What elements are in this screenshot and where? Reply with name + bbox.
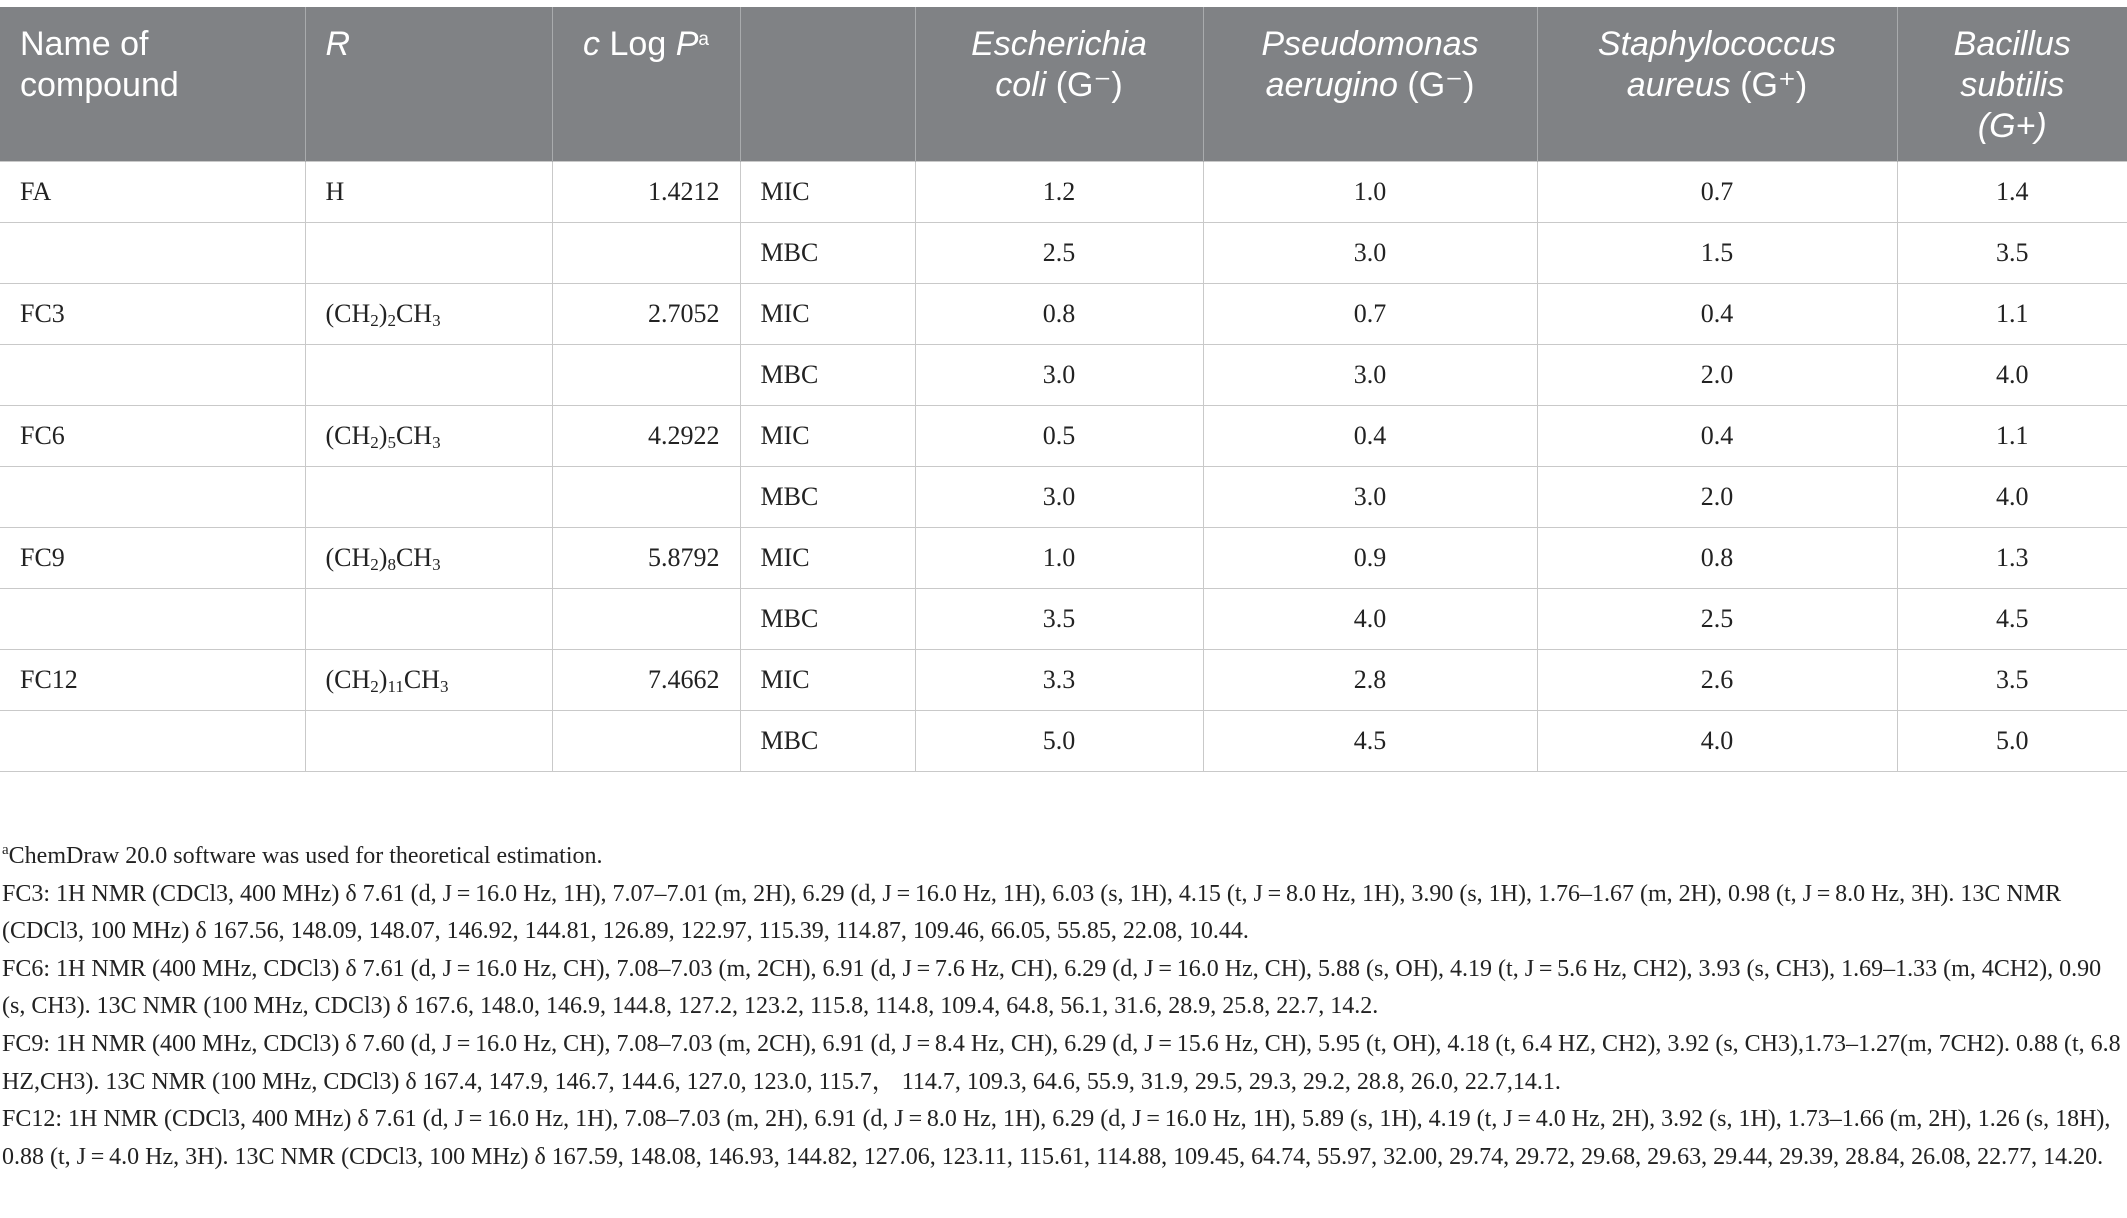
cell-r-group bbox=[305, 528, 552, 589]
header-r-text: R bbox=[325, 25, 351, 63]
header-r bbox=[305, 7, 552, 162]
cell-ecoli: 2.5 bbox=[915, 223, 1203, 284]
cell-clogp: 4.2922 bbox=[552, 406, 740, 467]
header-clogp bbox=[552, 7, 740, 162]
cell-test-type: MBC bbox=[740, 223, 915, 284]
cell-staphylococcus: 1.5 bbox=[1537, 223, 1897, 284]
cell-staphylococcus: 4.0 bbox=[1537, 711, 1897, 772]
table-row bbox=[0, 528, 2127, 589]
header-pseudo-species: aerugino bbox=[1265, 66, 1398, 104]
cell-bacillus: 4.5 bbox=[1897, 589, 2127, 650]
cell-r-group bbox=[305, 711, 552, 772]
note-fc9-nmr: FC9: 1H NMR (400 MHz, CDCl3) δ 7.60 (d, J = 16.0 Hz, CH), 7.08–7.03 (m, 2CH), 6.91 (d, J = 8.4 Hz, CH), 6.29 (d, J = 15.6 Hz, CH), 5.95 (t, OH), 4.18 (t, 6.4 HZ, CH2), 3.92 (s, CH3),1.73–1.27(m, 7CH2). 0.88 (t, 6.8 HZ,CH3). 13C NMR (100 MHz, CDCl3) δ 167.4, 147.9, 146.7, 144.6, 127.0, 123.0, 115.7， 114.7, 109.3, 64.6, 55.9, 31.9, 29.5, 29.3, 29.2, 28.8, 26.0, 22.7,14.1. bbox=[2, 1030, 2121, 1095]
cell-test-type: MBC bbox=[740, 345, 915, 406]
r-group-subscript: 2 bbox=[370, 677, 379, 696]
cell-pseudomonas: 2.8 bbox=[1203, 650, 1537, 711]
r-group-part: CH bbox=[403, 665, 440, 694]
header-bacillus-gram: (G+) bbox=[1977, 107, 2047, 145]
header-pseudo-gram: (G⁻) bbox=[1407, 66, 1475, 104]
cell-clogp bbox=[552, 223, 740, 284]
header-test-type bbox=[740, 7, 915, 162]
cell-staphylococcus: 2.0 bbox=[1537, 467, 1897, 528]
header-ecoli-gram: (G⁻) bbox=[1055, 66, 1123, 104]
header-clogp-footnote-mark: a bbox=[698, 29, 709, 50]
r-group-part: CH bbox=[395, 543, 433, 572]
cell-compound-name bbox=[0, 223, 305, 284]
header-pseudomonas-aerugino bbox=[1203, 7, 1537, 162]
r-group-subscript: 3 bbox=[432, 555, 441, 574]
table-header bbox=[0, 7, 2127, 162]
r-group-part: ) bbox=[378, 299, 388, 328]
header-escherichia-coli bbox=[915, 7, 1203, 162]
r-group-subscript: 3 bbox=[439, 677, 449, 696]
antibacterial-activity-table bbox=[0, 7, 2127, 772]
r-group-part: CH bbox=[395, 299, 433, 328]
cell-r-group bbox=[305, 284, 552, 345]
cell-pseudomonas: 4.0 bbox=[1203, 589, 1537, 650]
header-pseudo-genus: Pseudomonas bbox=[1261, 25, 1479, 63]
cell-ecoli: 1.2 bbox=[915, 162, 1203, 223]
cell-ecoli: 3.0 bbox=[915, 467, 1203, 528]
r-group-part: (CH bbox=[325, 665, 371, 694]
cell-bacillus: 1.1 bbox=[1897, 284, 2127, 345]
cell-pseudomonas: 3.0 bbox=[1203, 223, 1537, 284]
r-group-subscript: 3 bbox=[432, 433, 441, 452]
r-group-subscript: 3 bbox=[432, 311, 441, 330]
cell-test-type: MIC bbox=[740, 406, 915, 467]
r-group-subscript: 5 bbox=[387, 433, 396, 452]
cell-compound-name bbox=[0, 711, 305, 772]
header-row bbox=[0, 7, 2127, 162]
cell-staphylococcus: 0.7 bbox=[1537, 162, 1897, 223]
cell-ecoli: 3.3 bbox=[915, 650, 1203, 711]
footnote-text: ChemDraw 20.0 software was used for theoretical estimation. bbox=[8, 843, 603, 869]
cell-staphylococcus: 2.6 bbox=[1537, 650, 1897, 711]
r-group-subscript: 2 bbox=[370, 555, 379, 574]
table-row bbox=[0, 345, 2127, 406]
cell-compound-name: FA bbox=[0, 162, 305, 223]
cell-bacillus: 3.5 bbox=[1897, 223, 2127, 284]
r-group-part: ) bbox=[378, 543, 388, 572]
header-staph-gram: (G⁺) bbox=[1740, 66, 1808, 104]
table-row bbox=[0, 162, 2127, 223]
cell-r-group bbox=[305, 467, 552, 528]
cell-clogp: 2.7052 bbox=[552, 284, 740, 345]
header-ecoli-genus: Escherichia bbox=[971, 25, 1147, 63]
header-staph-species: aureus bbox=[1626, 66, 1731, 104]
cell-pseudomonas: 0.7 bbox=[1203, 284, 1537, 345]
table-row bbox=[0, 650, 2127, 711]
header-clogp-prefix: c bbox=[583, 25, 601, 63]
cell-ecoli: 1.0 bbox=[915, 528, 1203, 589]
header-bacillus-species: subtilis bbox=[1960, 66, 2065, 104]
table-body bbox=[0, 162, 2127, 772]
r-group-part: ) bbox=[378, 665, 388, 694]
cell-clogp bbox=[552, 711, 740, 772]
r-group-part: (CH bbox=[325, 543, 371, 572]
cell-pseudomonas: 0.4 bbox=[1203, 406, 1537, 467]
header-staph-genus: Staphylococcus bbox=[1597, 25, 1837, 63]
cell-test-type: MIC bbox=[740, 162, 915, 223]
header-bacillus-genus: Bacillus bbox=[1953, 25, 2071, 63]
cell-ecoli: 0.8 bbox=[915, 284, 1203, 345]
cell-bacillus: 4.0 bbox=[1897, 467, 2127, 528]
cell-test-type: MIC bbox=[740, 528, 915, 589]
header-staphylococcus-aureus bbox=[1537, 7, 1897, 162]
table-row bbox=[0, 406, 2127, 467]
header-clogp-main: Log bbox=[609, 25, 667, 63]
cell-r-group bbox=[305, 650, 552, 711]
cell-ecoli: 3.5 bbox=[915, 589, 1203, 650]
cell-clogp bbox=[552, 345, 740, 406]
cell-r-group bbox=[305, 589, 552, 650]
r-group-subscript: 2 bbox=[370, 311, 379, 330]
cell-test-type: MBC bbox=[740, 467, 915, 528]
cell-ecoli: 3.0 bbox=[915, 345, 1203, 406]
cell-bacillus: 4.0 bbox=[1897, 345, 2127, 406]
r-group-text: H bbox=[325, 177, 345, 206]
cell-pseudomonas: 0.9 bbox=[1203, 528, 1537, 589]
r-group-part: (CH bbox=[325, 421, 371, 450]
cell-bacillus: 1.1 bbox=[1897, 406, 2127, 467]
cell-test-type: MBC bbox=[740, 589, 915, 650]
r-group-subscript: 2 bbox=[370, 433, 379, 452]
cell-clogp bbox=[552, 467, 740, 528]
cell-test-type: MBC bbox=[740, 711, 915, 772]
cell-compound-name: FC12 bbox=[0, 650, 305, 711]
table-row bbox=[0, 589, 2127, 650]
r-group-subscript: 11 bbox=[387, 677, 404, 696]
cell-staphylococcus: 0.8 bbox=[1537, 528, 1897, 589]
table-row bbox=[0, 467, 2127, 528]
cell-r-group bbox=[305, 223, 552, 284]
table-footnotes bbox=[2, 838, 2122, 1176]
cell-compound-name: FC3 bbox=[0, 284, 305, 345]
cell-clogp: 5.8792 bbox=[552, 528, 740, 589]
cell-pseudomonas: 1.0 bbox=[1203, 162, 1537, 223]
header-name-text: Name of compound bbox=[20, 25, 179, 104]
table-row bbox=[0, 223, 2127, 284]
cell-bacillus: 1.4 bbox=[1897, 162, 2127, 223]
note-fc3-nmr: FC3: 1H NMR (CDCl3, 400 MHz) δ 7.61 (d, J = 16.0 Hz, 1H), 7.07–7.01 (m, 2H), 6.29 (d, J = 16.0 Hz, 1H), 6.03 (s, 1H), 4.15 (t, J = 8.0 Hz, 1H), 3.90 (s, 1H), 1.76–1.67 (m, 2H), 0.98 (t, J = 8.0 Hz, 3H). 13C NMR (CDCl3, 100 MHz) δ 167.56, 148.09, 148.07, 146.92, 144.81, 126.89, 122.97, 115.39, 114.87, 109.46, 66.05, 55.85, 22.08, 10.44. bbox=[2, 880, 2062, 945]
header-ecoli-species: coli bbox=[995, 66, 1047, 104]
r-group-part: ) bbox=[378, 421, 388, 450]
table-row bbox=[0, 711, 2127, 772]
header-bacillus-subtilis bbox=[1897, 7, 2127, 162]
cell-pseudomonas: 4.5 bbox=[1203, 711, 1537, 772]
note-fc12-nmr: FC12: 1H NMR (CDCl3, 400 MHz) δ 7.61 (d, J = 16.0 Hz, 1H), 7.08–7.03 (m, 2H), 6.91 (d, J = 8.0 Hz, 1H), 6.29 (d, J = 16.0 Hz, 1H), 5.89 (s, 1H), 4.19 (t, J = 4.0 Hz, 2H), 3.92 (s, 1H), 1.73–1.66 (m, 2H), 1.26 (s, 18H), 0.88 (t, J = 4.0 Hz, 3H). 13C NMR (CDCl3, 100 MHz) δ 167.59, 148.08, 146.93, 144.82, 127.06, 123.11, 115.61, 114.88, 109.45, 64.74, 55.97, 32.00, 29.74, 29.72, 29.68, 29.63, 29.44, 29.39, 28.84, 26.08, 22.77, 14.20. bbox=[2, 1106, 2111, 1170]
cell-ecoli: 5.0 bbox=[915, 711, 1203, 772]
r-group-subscript: 2 bbox=[387, 311, 396, 330]
cell-staphylococcus: 0.4 bbox=[1537, 406, 1897, 467]
cell-bacillus: 1.3 bbox=[1897, 528, 2127, 589]
cell-compound-name: FC6 bbox=[0, 406, 305, 467]
cell-clogp: 1.4212 bbox=[552, 162, 740, 223]
footnote-mark: a bbox=[2, 842, 9, 858]
header-clogp-p: P bbox=[675, 25, 699, 63]
cell-staphylococcus: 0.4 bbox=[1537, 284, 1897, 345]
cell-clogp: 7.4662 bbox=[552, 650, 740, 711]
cell-compound-name bbox=[0, 345, 305, 406]
cell-compound-name bbox=[0, 467, 305, 528]
cell-test-type: MIC bbox=[740, 284, 915, 345]
r-group-part: CH bbox=[395, 421, 433, 450]
header-name-of-compound bbox=[0, 7, 305, 162]
cell-clogp bbox=[552, 589, 740, 650]
cell-pseudomonas: 3.0 bbox=[1203, 467, 1537, 528]
cell-test-type: MIC bbox=[740, 650, 915, 711]
cell-ecoli: 0.5 bbox=[915, 406, 1203, 467]
r-group-part: (CH bbox=[325, 299, 371, 328]
note-fc6-nmr: FC6: 1H NMR (400 MHz, CDCl3) δ 7.61 (d, J = 16.0 Hz, CH), 7.08–7.03 (m, 2CH), 6.91 (d, J = 7.6 Hz, CH), 6.29 (d, J = 16.0 Hz, CH), 5.88 (s, OH), 4.19 (t, J = 5.6 Hz, CH2), 3.93 (s, CH3), 1.69–1.33 (m, 4CH2), 0.90 (s, CH3). 13C NMR (100 MHz, CDCl3) δ 167.6, 148.0, 146.9, 144.8, 127.2, 123.2, 115.8, 114.8, 109.4, 64.8, 56.1, 31.6, 28.9, 25.8, 22.7, 14.2. bbox=[2, 955, 2102, 1020]
cell-r-group bbox=[305, 406, 552, 467]
r-group-subscript: 8 bbox=[387, 555, 396, 574]
cell-compound-name: FC9 bbox=[0, 528, 305, 589]
cell-staphylococcus: 2.5 bbox=[1537, 589, 1897, 650]
cell-bacillus: 3.5 bbox=[1897, 650, 2127, 711]
cell-staphylococcus: 2.0 bbox=[1537, 345, 1897, 406]
cell-bacillus: 5.0 bbox=[1897, 711, 2127, 772]
cell-compound-name bbox=[0, 589, 305, 650]
footnote-clogp bbox=[2, 838, 2122, 876]
cell-pseudomonas: 3.0 bbox=[1203, 345, 1537, 406]
cell-r-group bbox=[305, 162, 552, 223]
cell-r-group bbox=[305, 345, 552, 406]
table-row bbox=[0, 284, 2127, 345]
